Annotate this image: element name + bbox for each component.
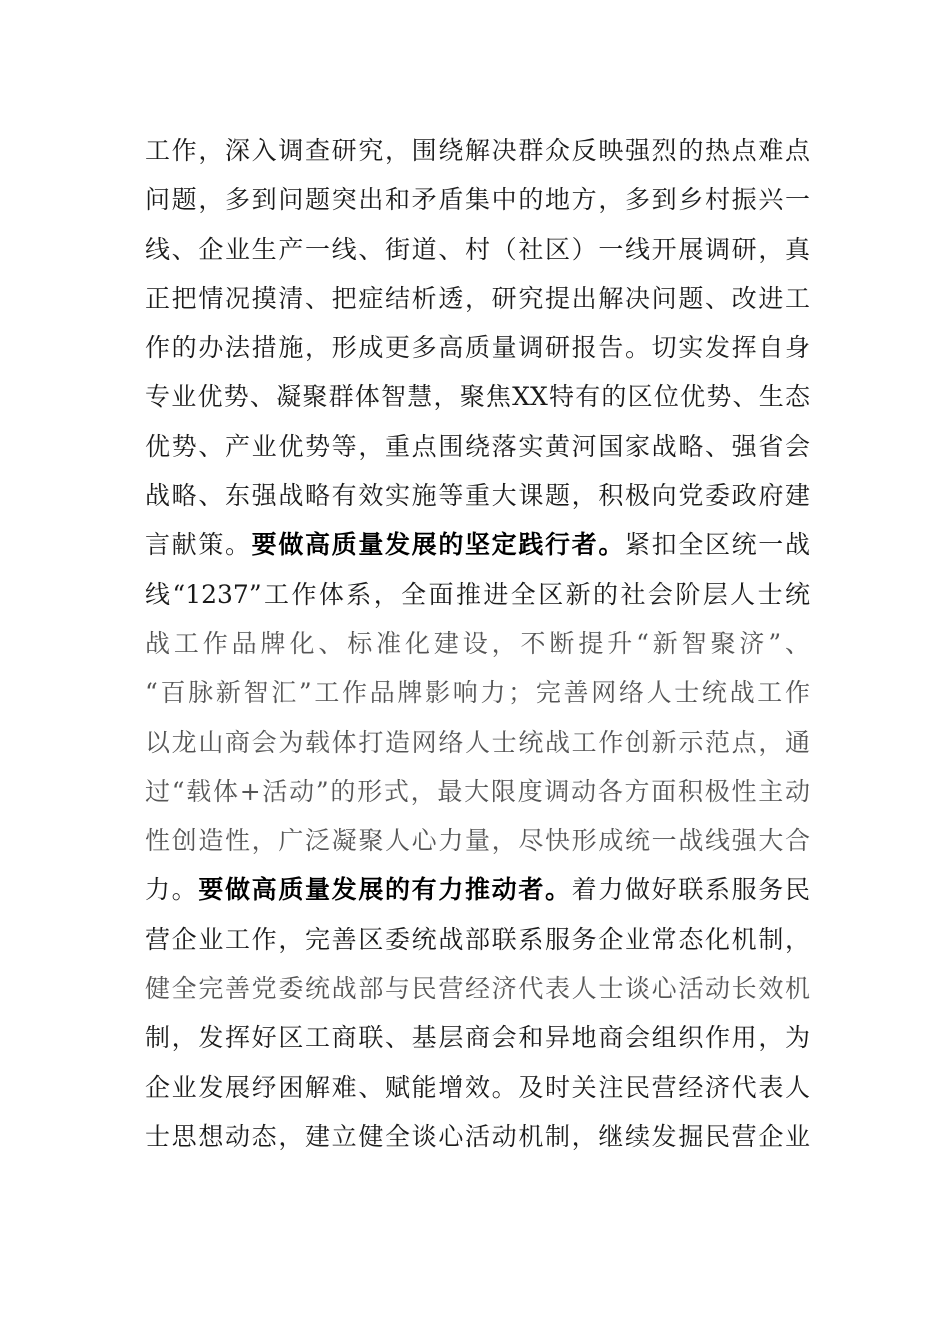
text-line <box>145 570 810 619</box>
body-text: 专业优势、凝聚群体智慧，聚焦XX特有的区位优势、生态 <box>145 382 810 412</box>
body-text: 健全完善党委统战部与民营经济代表人士谈心活动长效机 <box>145 974 810 1004</box>
body-text: 言献策。 <box>145 530 252 560</box>
body-text: 作的办法措施，形成更多高质量调研报告。切实发挥自身 <box>145 333 810 363</box>
text-line <box>145 422 810 471</box>
body-text: 线、企业生产一线、街道、村（社区）一线开展调研，真 <box>145 234 810 264</box>
text-line <box>145 816 810 865</box>
text-line <box>145 274 810 323</box>
text-line <box>145 520 810 569</box>
text-line <box>145 1063 810 1112</box>
text-line <box>145 471 810 520</box>
text-line <box>145 1013 810 1062</box>
body-text: 士思想动态，建立健全谈心活动机制，继续发掘民营企业 <box>145 1121 810 1151</box>
body-text: 战略、东强战略有效实施等重大课题，积极向党委政府建 <box>145 481 810 511</box>
text-line <box>145 1112 810 1161</box>
body-text: 性创造性，广泛凝聚人心力量，尽快形成统一战线强大合 <box>145 826 810 856</box>
body-paragraph <box>145 126 810 1161</box>
text-line <box>145 323 810 372</box>
text-line <box>145 372 810 421</box>
text-line <box>145 915 810 964</box>
body-text: 以龙山商会为载体打造网络人士统战工作创新示范点，通 <box>145 727 810 757</box>
body-text: 企业发展纾困解难、赋能增效。及时关注民营经济代表人 <box>145 1072 810 1102</box>
body-text: 营企业工作，完善区委统战部联系服务企业常态化机制， <box>145 924 810 954</box>
body-text: 力。 <box>145 875 199 905</box>
body-text: 正把情况摸清、把症结析透，研究提出解决问题、改进工 <box>145 283 810 313</box>
body-text: 战工作品牌化、标准化建设，不断提升“新智聚济”、 <box>145 628 810 658</box>
text-line <box>145 126 810 175</box>
text-line <box>145 865 810 914</box>
text-line <box>145 964 810 1013</box>
text-line <box>145 668 810 717</box>
body-text: 线“1237”工作体系，全面推进全区新的社会阶层人士统 <box>145 579 810 609</box>
body-text: 紧扣全区统一战 <box>624 530 810 560</box>
text-line <box>145 767 810 816</box>
body-text: 工作，深入调查研究，围绕解决群众反映强烈的热点难点 <box>145 136 810 165</box>
body-text: 优势、产业优势等，重点围绕落实黄河国家战略、强省会 <box>145 431 810 461</box>
text-line <box>145 718 810 767</box>
body-text: 过“载体+活动”的形式，最大限度调动各方面积极性主动 <box>145 776 810 806</box>
body-text: 制，发挥好区工商联、基层商会和异地商会组织作用，为 <box>145 1023 810 1053</box>
body-text: “百脉新智汇”工作品牌影响力；完善网络人士统战工作 <box>145 678 810 708</box>
text-line <box>145 225 810 274</box>
bold-heading-text: 要做高质量发展的有力推动者。 <box>198 875 572 905</box>
body-text: 着力做好联系服务民 <box>571 875 810 905</box>
bold-heading-text: 要做高质量发展的坚定践行者。 <box>251 530 625 560</box>
body-text: 问题，多到问题突出和矛盾集中的地方，多到乡村振兴一 <box>145 185 810 215</box>
text-line <box>145 175 810 224</box>
text-line <box>145 619 810 668</box>
